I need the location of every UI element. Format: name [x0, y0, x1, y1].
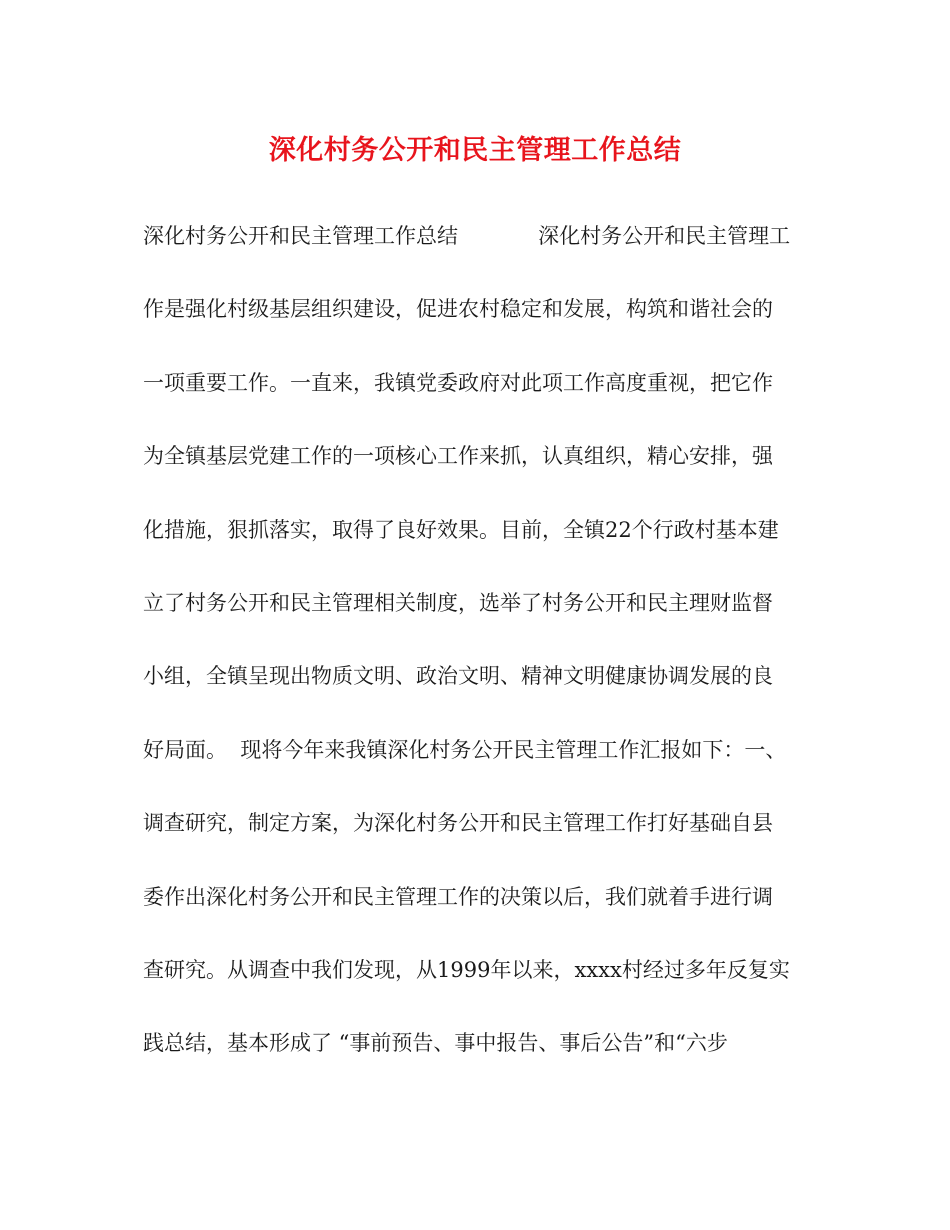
body-line-12: 践总结，基本形成了 “事前预告、事中报告、事后公告”和“六步	[143, 1031, 728, 1056]
body-line-3: 一项重要工作。一直来，我镇党委政府对此项工作高度重视，把它作	[143, 370, 773, 395]
body-line-1: 深化村务公开和民主管理工作总结 深化村务公开和民主管理工	[143, 224, 791, 248]
document-body	[143, 216, 823, 1097]
body-line-6: 立了村务公开和民主管理相关制度，选举了村务公开和民主理财监督	[143, 590, 773, 615]
body-line-10: 委作出深化村务公开和民主管理工作的决策以后，我们就着手进行调	[143, 884, 773, 909]
body-line-4: 为全镇基层党建工作的一项核心工作来抓，认真组织，精心安排，强	[143, 444, 773, 469]
document-title: 深化村务公开和民主管理工作总结	[268, 135, 682, 166]
body-line-7: 小组，全镇呈现出物质文明、政治文明、精神文明健康协调发展的良	[143, 664, 773, 689]
body-line-11: 查研究。从调查中我们发现，从1999年以来，xxxx村经过多年反复实	[143, 957, 790, 982]
body-line-2: 作是强化村级基层组织建设，促进农村稳定和发展，构筑和谐社会的	[143, 297, 773, 322]
body-line-9: 调查研究，制定方案，为深化村务公开和民主管理工作打好基础自县	[143, 811, 773, 836]
body-line-5: 化措施，狠抓落实，取得了良好效果。目前，全镇22个行政村基本建	[143, 517, 779, 542]
body-line-8: 好局面。 现将今年来我镇深化村务公开民主管理工作汇报如下：一、	[143, 737, 787, 762]
